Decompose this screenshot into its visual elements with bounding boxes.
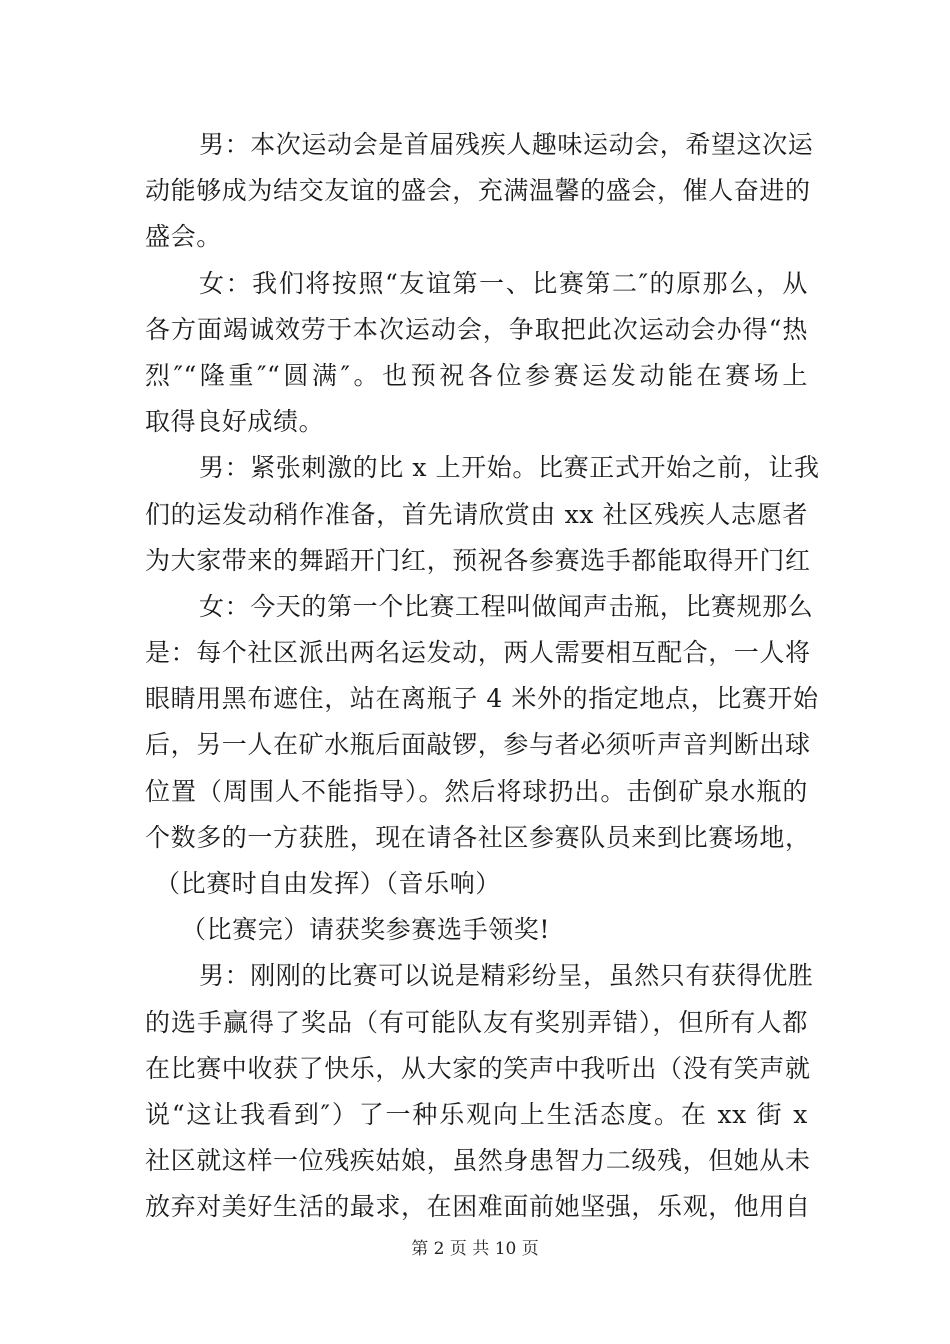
paragraph-line: 女：今天的第一个比赛工程叫做闻声击瓶，比赛规那么: [199, 591, 814, 621]
paragraph-line: 是：每个社区派出两名运发动，两人需要相互配合，一人将: [145, 638, 811, 668]
paragraph-line: 的选手赢得了奖品（有可能队友有奖别弄错），但所有人都: [145, 1007, 808, 1037]
paragraph-line: 眼睛用黑布遮住，站在离瓶子 4 米外的指定地点，比赛开始: [145, 684, 819, 714]
paragraph-line: 放弃对美好生活的最求，在困难面前她坚强，乐观，他用自: [145, 1192, 811, 1222]
paragraph-line: 后，另一人在矿水瓶后面敲锣，参与者必须听声音判断出球: [145, 730, 811, 760]
paragraph-line: 烈″“隆重″“圆满″。也预祝各位参赛运发动能在赛场上: [145, 360, 808, 390]
paragraph-line: 男：本次运动会是首届残疾人趣味运动会，希望这次运: [199, 130, 814, 159]
paragraph-line: 女：我们将按照“友谊第一、比赛第二″的原那么，从: [199, 268, 808, 298]
document-body: [145, 122, 820, 1231]
paragraph-line: （比赛时自由发挥）（音乐响）: [155, 869, 501, 898]
paragraph-line: 男：刚刚的比赛可以说是精彩纷呈，虽然只有获得优胜: [199, 961, 814, 991]
paragraph-line: 各方面竭诚效劳于本次运动会，争取把此次运动会办得“热: [145, 314, 808, 344]
paragraph-line: 动能够成为结交友谊的盛会，充满温馨的盛会，催人奋进的: [145, 176, 811, 206]
paragraph-line: 取得良好成绩。: [145, 407, 325, 437]
paragraph-line: 社区就这样一位残疾姑娘，虽然身患智力二级残，但她从未: [145, 1146, 811, 1176]
paragraph-line: 位置（周围人不能指导）。然后将球扔出。击倒矿泉水瓶的: [145, 776, 808, 806]
paragraph-line: 男：紧张刺激的比 x 上开始。比赛正式开始之前，让我: [199, 453, 820, 483]
page-number-footer: 第 2 页 共 10 页: [411, 1239, 539, 1259]
paragraph-line: 盛会。: [145, 222, 222, 252]
paragraph-line: 在比赛中收获了快乐，从大家的笑声中我听出（没有笑声就: [145, 1053, 811, 1083]
paragraph-line: （比赛完）请获奖参赛选手领奖!: [181, 915, 551, 945]
paragraph-line: 们的运发动稍作准备，首先请欣赏由 xx 社区残疾人志愿者: [145, 499, 808, 529]
paragraph-line: 为大家带来的舞蹈开门红，预祝各参赛选手都能取得开门红: [145, 545, 811, 575]
paragraph-line: 个数多的一方获胜，现在请各社区参赛队员来到比赛场地，: [145, 822, 811, 852]
paragraph-line: 说“这让我看到″）了一种乐观向上生活态度。在 xx 街 x: [145, 1099, 808, 1129]
